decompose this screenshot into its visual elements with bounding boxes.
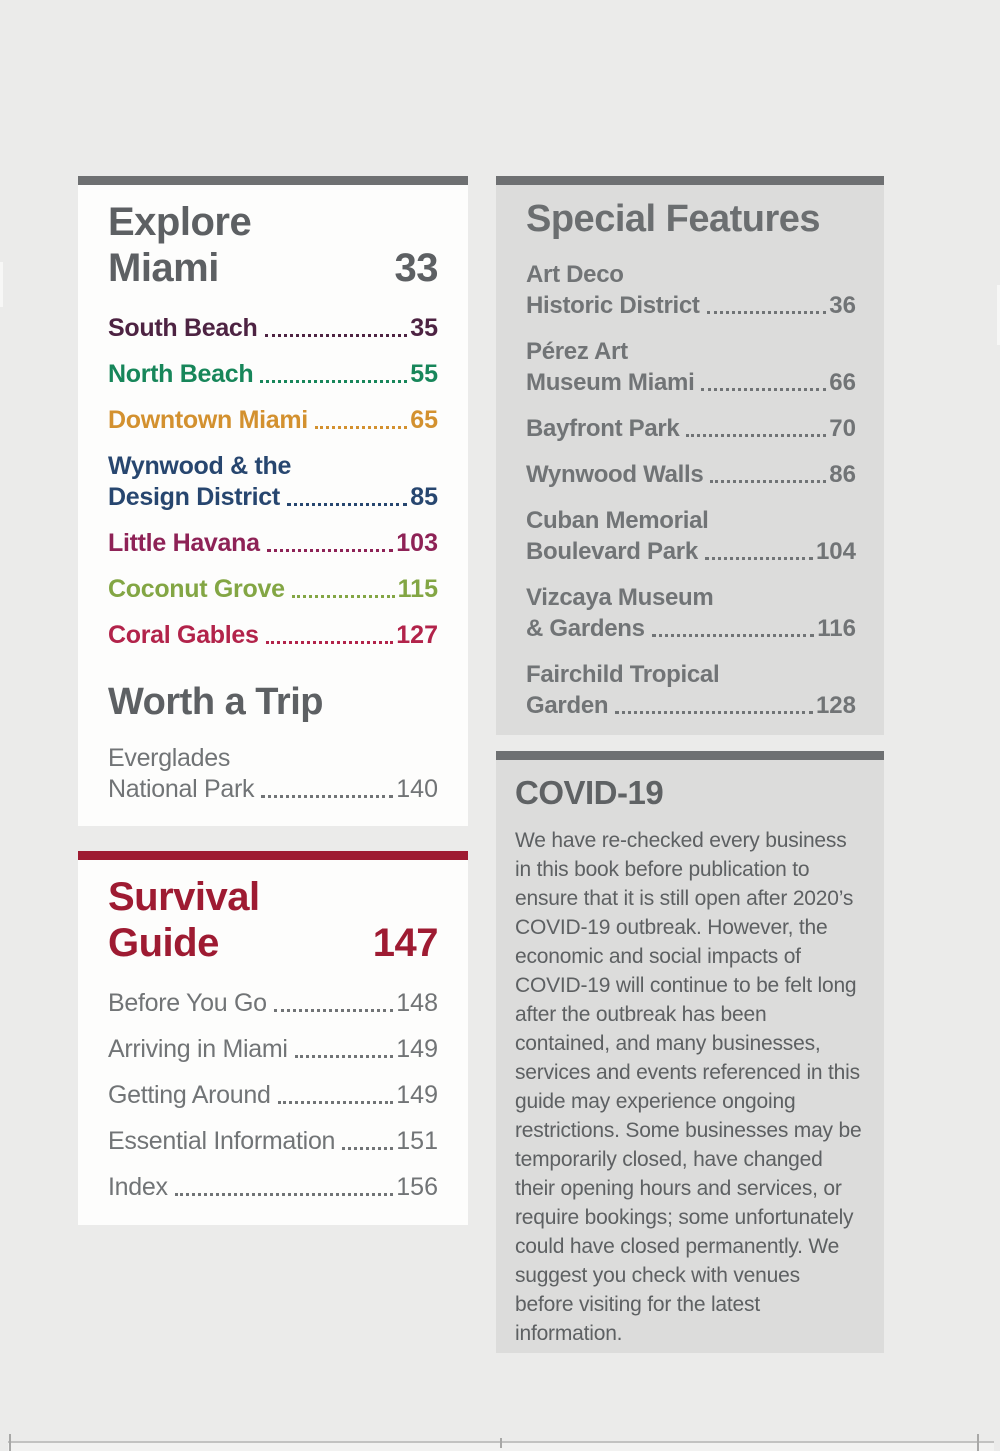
page-edge-highlight: [0, 262, 3, 307]
toc-entry: [108, 620, 438, 651]
dot-leader: [707, 311, 827, 314]
toc-entry: [108, 1172, 438, 1203]
toc-entry-label: Design District: [108, 483, 280, 511]
dot-leader: [615, 711, 813, 714]
worth-a-trip-toc-list: [108, 743, 438, 805]
toc-entry-label: Everglades: [108, 744, 231, 772]
toc-entry-label: Getting Around: [108, 1081, 271, 1109]
dot-leader: [261, 795, 393, 798]
survival-guide-card: [78, 851, 468, 1225]
page-number: 66: [829, 369, 856, 396]
toc-entry-label: Garden: [526, 692, 609, 719]
page-number: 115: [397, 575, 438, 603]
toc-entry: [108, 528, 438, 559]
toc-entry-label: & Gardens: [526, 615, 645, 642]
page-number: 86: [829, 461, 856, 488]
toc-entry: [526, 659, 856, 721]
dot-leader: [710, 480, 826, 483]
special-features-toc-list: [526, 259, 856, 721]
page-number: 128: [815, 692, 856, 719]
chapter-page-number: 147: [372, 921, 438, 965]
dot-leader: [315, 426, 407, 429]
dot-leader: [342, 1147, 393, 1150]
toc-entry-label: Vizcaya Museum: [526, 584, 714, 611]
title-line: Miami: [108, 246, 219, 290]
toc-entry: [108, 1126, 438, 1157]
toc-entry-label: Arriving in Miami: [108, 1035, 288, 1063]
dot-leader: [266, 641, 394, 644]
toc-entry-label: Bayfront Park: [526, 415, 680, 442]
page-number: 55: [410, 360, 438, 388]
toc-entry-label: Boulevard Park: [526, 538, 698, 565]
toc-entry-label: Fairchild Tropical: [526, 661, 720, 688]
toc-entry-label: Before You Go: [108, 989, 267, 1017]
toc-entry-label: South Beach: [108, 314, 258, 342]
dot-leader: [267, 549, 394, 552]
explore-miami-card: [78, 176, 468, 826]
page-number: 85: [410, 483, 438, 511]
page-number: 140: [396, 775, 438, 803]
section-divider-bar-red: [78, 851, 468, 860]
toc-entry-label: Pérez Art: [526, 338, 628, 365]
toc-entry-label: Wynwood & the: [108, 452, 292, 480]
dot-leader: [260, 380, 407, 383]
toc-entry: [108, 988, 438, 1019]
toc-entry-label: Index: [108, 1173, 168, 1201]
covid-19-notice-text: We have re-checked every business in this book before publication to ensure that it is still open after 2020’s COVID-19 outbreak. However, the economic and social impacts of COVID-19 will continue to be felt long after the outbreak has been contained, and many businesses, services and events referenced in this guide may experience ongoing restrictions. Some businesses may be temporarily closed, have changed their opening hours and services, or require bookings; some unfortunately could have closed permanently. We suggest you check with venues before visiting for the latest information.: [515, 829, 862, 1345]
survival-toc-list: [108, 988, 438, 1203]
toc-entry: [108, 1034, 438, 1065]
toc-entry-label: Museum Miami: [526, 369, 695, 396]
page-corner-tick: [9, 1434, 11, 1451]
dot-leader: [652, 634, 815, 637]
toc-entry: [108, 313, 438, 344]
toc-entry-label: North Beach: [108, 360, 254, 388]
toc-entry-label: Historic District: [526, 292, 700, 319]
toc-entry-label: Coconut Grove: [108, 575, 285, 603]
toc-entry: [526, 413, 856, 444]
page-number: 127: [396, 621, 438, 649]
toc-entry: [108, 1080, 438, 1111]
toc-entry: [526, 505, 856, 567]
dot-leader: [278, 1101, 394, 1104]
dot-leader: [274, 1009, 394, 1012]
toc-entry: [108, 451, 438, 513]
special-features-title: Special Features: [526, 198, 821, 240]
dot-leader: [175, 1193, 394, 1196]
page-corner-tick: [977, 1434, 979, 1451]
worth-a-trip-title: Worth a Trip: [108, 681, 323, 723]
toc-entry: [526, 336, 856, 398]
dot-leader: [292, 595, 395, 598]
page-number: 149: [396, 1081, 438, 1109]
covid-19-title: COVID-19: [515, 774, 664, 811]
page-number: 36: [829, 292, 856, 319]
toc-entry-label: Essential Information: [108, 1127, 336, 1155]
dot-leader: [686, 434, 826, 437]
dot-leader: [295, 1055, 394, 1058]
page-number: 35: [410, 314, 438, 342]
dot-leader: [701, 388, 826, 391]
title-line: Explore: [108, 200, 252, 244]
chapter-page-number: 33: [394, 246, 438, 290]
explore-toc-list: [108, 313, 438, 651]
toc-entry-label: Downtown Miami: [108, 406, 308, 434]
page-number: 104: [815, 538, 856, 565]
title-line: Guide: [108, 921, 219, 965]
page-number: 151: [396, 1127, 438, 1155]
page-number: 148: [396, 989, 438, 1017]
page-number: 70: [829, 415, 856, 442]
toc-entry-label: Little Havana: [108, 529, 260, 557]
toc-entry-label: Coral Gables: [108, 621, 259, 649]
toc-entry: [108, 405, 438, 436]
toc-entry-label: National Park: [108, 775, 255, 803]
toc-entry: [108, 574, 438, 605]
dot-leader: [265, 334, 408, 337]
section-divider-bar: [78, 176, 468, 185]
section-divider-bar: [496, 176, 884, 185]
survival-guide-title: [108, 874, 438, 966]
page-corner-tick: [500, 1438, 502, 1448]
toc-entry-label: Art Deco: [526, 261, 624, 288]
dot-leader: [287, 503, 407, 506]
section-divider-bar: [496, 751, 884, 760]
special-features-card: [496, 176, 884, 735]
page-number: 149: [396, 1035, 438, 1063]
dot-leader: [705, 557, 813, 560]
title-line: Survival: [108, 875, 260, 919]
toc-entry-label: Wynwood Walls: [526, 461, 704, 488]
toc-entry: [526, 259, 856, 321]
toc-entry: [526, 582, 856, 644]
page-number: 103: [396, 529, 438, 557]
toc-entry-label: Cuban Memorial: [526, 507, 709, 534]
toc-entry: [526, 459, 856, 490]
page-number: 156: [396, 1173, 438, 1201]
toc-entry: [108, 743, 438, 805]
covid-19-card: [496, 751, 884, 1353]
explore-miami-title: [108, 199, 438, 291]
page-number: 116: [817, 615, 856, 642]
toc-entry: [108, 359, 438, 390]
page-number: 65: [410, 406, 438, 434]
